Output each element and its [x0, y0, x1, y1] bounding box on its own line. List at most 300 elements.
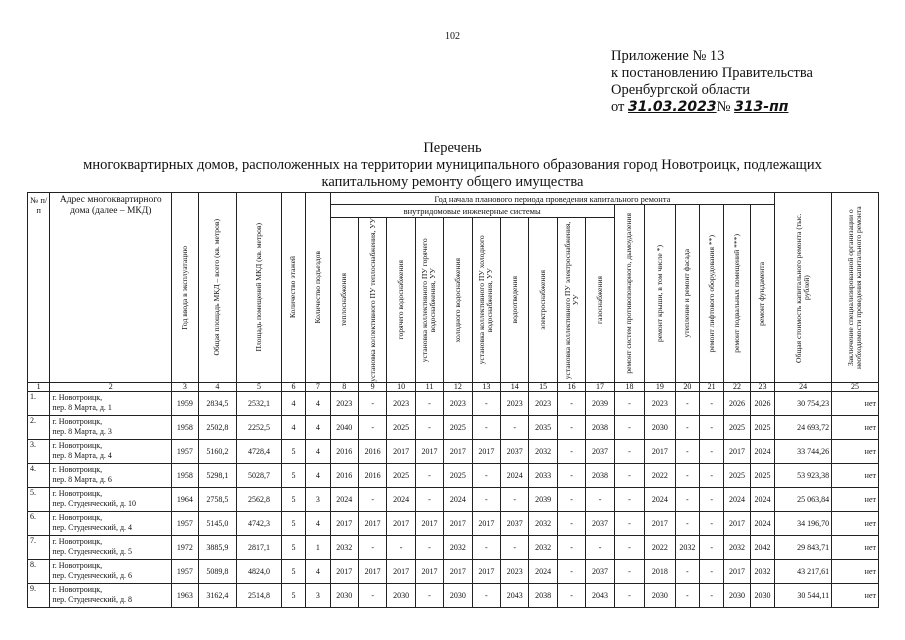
title-line-2: многоквартирных домов, расположенных на территории муниципального образования город Новотроицк, подлежащих: [83, 157, 822, 173]
table-cell: 4: [306, 512, 330, 536]
table-cell: 2024: [750, 440, 774, 464]
table-cell: 2016: [358, 464, 386, 488]
table-cell: -: [614, 440, 644, 464]
header-elevator: ремонт лифтового оборудования **): [700, 205, 724, 383]
column-number: 2: [50, 383, 172, 392]
table-cell: 2024: [501, 464, 529, 488]
table-cell: 4728,4: [237, 440, 282, 464]
table-cell: -: [700, 416, 724, 440]
table-cell: 2032: [750, 560, 774, 584]
table-cell: 2017: [724, 560, 750, 584]
table-cell: 2038: [529, 584, 557, 608]
header-basement: ремонт подвальных помещений ***): [724, 205, 750, 383]
table-cell: 1958: [172, 416, 198, 440]
handwritten-number: 313-пп: [734, 99, 789, 115]
address-city: г. Новотроицк,: [52, 585, 103, 594]
appendix-block: [611, 48, 901, 116]
table-row: [28, 416, 879, 440]
table-cell: -: [557, 512, 585, 536]
table-cell: 1972: [172, 536, 198, 560]
table-cell: -: [358, 584, 386, 608]
table-cell: 2032: [330, 536, 358, 560]
table-cell: 2037: [501, 512, 529, 536]
table-cell: -: [501, 416, 529, 440]
table-cell: 2017: [472, 440, 500, 464]
header-num: № п/п: [28, 193, 50, 383]
table-cell: 3: [306, 488, 330, 512]
table-cell: 2017: [724, 512, 750, 536]
table-cell: 2017: [415, 512, 443, 536]
header-address: Адрес многоквартирного дома (далее – МКД): [50, 193, 172, 383]
table-cell: 2032: [675, 536, 699, 560]
table-cell: 2038: [586, 464, 614, 488]
table-cell: -: [557, 488, 585, 512]
table-cell: 2017: [387, 512, 415, 536]
column-number: 5: [237, 383, 282, 392]
header-floors: Количество этажей: [281, 193, 305, 383]
row-number: 1.: [28, 392, 50, 416]
table-cell: -: [557, 560, 585, 584]
appendix-line-2: к постановлению Правительства: [611, 65, 813, 81]
address-city: г. Новотроицк,: [52, 417, 103, 426]
column-number: 21: [700, 383, 724, 392]
table-cell: 2023: [645, 392, 675, 416]
column-number: 1: [28, 383, 50, 392]
table-cell: 1: [306, 536, 330, 560]
table-cell: 2025: [444, 464, 472, 488]
column-number: 9: [358, 383, 386, 392]
address-city: г. Новотроицк,: [52, 513, 103, 522]
table-cell: нет: [832, 488, 879, 512]
table-cell: 1963: [172, 584, 198, 608]
table-cell: 3162,4: [198, 584, 237, 608]
table-cell: 2017: [415, 440, 443, 464]
table-cell: -: [614, 488, 644, 512]
header-heating: теплоснабжения: [330, 217, 358, 382]
table-cell: 2017: [387, 560, 415, 584]
table-cell: 2017: [444, 440, 472, 464]
table-cell: 2018: [645, 560, 675, 584]
table-cell: 2030: [444, 584, 472, 608]
table-cell: 2037: [586, 512, 614, 536]
address-street: пер. Студенческий, д. 8: [52, 595, 133, 604]
table-cell: 1959: [172, 392, 198, 416]
table-cell: 2024: [645, 488, 675, 512]
table-cell: -: [700, 392, 724, 416]
table-cell: 5028,7: [237, 464, 282, 488]
table-cell: 53 923,38: [775, 464, 832, 488]
table-cell: 1957: [172, 440, 198, 464]
table-cell: 2025: [750, 416, 774, 440]
row-address: [50, 392, 172, 416]
appendix-line-3: Оренбургской области: [611, 82, 751, 98]
table-cell: 2040: [330, 416, 358, 440]
header-electricity-meter: установка коллективного ПУ электроснабжения, УУ: [557, 217, 585, 382]
table-cell: 2514,8: [237, 584, 282, 608]
table-cell: -: [675, 440, 699, 464]
row-number: 8.: [28, 560, 50, 584]
table-cell: 1958: [172, 464, 198, 488]
column-number: 18: [614, 383, 644, 392]
table-cell: нет: [832, 440, 879, 464]
address-street: пер. 8 Марта, д. 1: [52, 403, 112, 412]
table-cell: 2017: [645, 440, 675, 464]
address-street: пер. 8 Марта, д. 3: [52, 427, 112, 436]
table-cell: нет: [832, 416, 879, 440]
table-cell: -: [415, 488, 443, 512]
table-cell: -: [415, 584, 443, 608]
header-sewerage: водоотведения: [501, 217, 529, 382]
column-number: 3: [172, 383, 198, 392]
table-cell: -: [586, 488, 614, 512]
table-cell: 29 843,71: [775, 536, 832, 560]
table-cell: -: [387, 536, 415, 560]
table-cell: 2032: [529, 512, 557, 536]
address-city: г. Новотроицк,: [52, 465, 103, 474]
table-row: [28, 464, 879, 488]
table-cell: -: [472, 584, 500, 608]
table-cell: -: [700, 560, 724, 584]
table-cell: 2017: [330, 560, 358, 584]
table-cell: 2039: [586, 392, 614, 416]
table-cell: 2017: [387, 440, 415, 464]
table-cell: 3: [306, 584, 330, 608]
table-cell: 2022: [645, 464, 675, 488]
table-cell: 5089,8: [198, 560, 237, 584]
column-number: 7: [306, 383, 330, 392]
table-cell: -: [675, 584, 699, 608]
table-cell: 2025: [387, 464, 415, 488]
row-address: [50, 464, 172, 488]
table-cell: 2032: [529, 536, 557, 560]
address-city: г. Новотроицк,: [52, 537, 103, 546]
column-number-row: [28, 383, 879, 392]
table-cell: -: [557, 584, 585, 608]
table-cell: -: [415, 464, 443, 488]
table-cell: 5: [281, 512, 305, 536]
table-cell: 5: [281, 440, 305, 464]
header-electricity: электроснабжения: [529, 217, 557, 382]
table-cell: 2022: [645, 536, 675, 560]
table-row: [28, 440, 879, 464]
table-cell: 2024: [750, 488, 774, 512]
address-street: пер. 8 Марта, д. 6: [52, 475, 112, 484]
header-total-area: Общая площадь МКД – всего (кв. метров): [198, 193, 237, 383]
table-cell: 2039: [529, 488, 557, 512]
table-cell: 2024: [750, 512, 774, 536]
table-cell: 2032: [529, 440, 557, 464]
header-period-group: Год начала планового периода проведения капитального ремонта: [330, 193, 775, 205]
table-cell: 2030: [645, 416, 675, 440]
column-number: 4: [198, 383, 237, 392]
table-cell: 2032: [724, 536, 750, 560]
header-cost: Общая стоимость капитального ремонта (тыс. рублей): [775, 193, 832, 383]
table-cell: -: [614, 536, 644, 560]
column-number: 14: [501, 383, 529, 392]
number-prefix: №: [716, 99, 731, 115]
address-street: пер. Студенческий, д. 6: [52, 571, 133, 580]
table-cell: 2017: [415, 560, 443, 584]
table-cell: -: [614, 392, 644, 416]
table-row: [28, 536, 879, 560]
table-cell: 2038: [586, 416, 614, 440]
table-cell: 5: [281, 584, 305, 608]
table-cell: 2017: [358, 512, 386, 536]
table-cell: 4: [281, 416, 305, 440]
handwritten-date: 31.03.2023: [628, 99, 717, 115]
column-number: 20: [675, 383, 699, 392]
header-gas: газоснабжения: [586, 217, 614, 382]
table-cell: 1957: [172, 512, 198, 536]
column-number: 13: [472, 383, 500, 392]
header-cold-water: холодного водоснабжения: [444, 217, 472, 382]
table-cell: -: [700, 440, 724, 464]
table-cell: 2043: [586, 584, 614, 608]
table-cell: -: [700, 488, 724, 512]
table-cell: 2030: [724, 584, 750, 608]
table-cell: -: [415, 416, 443, 440]
address-street: пер. 8 Марта, д. 4: [52, 451, 112, 460]
table-cell: 30 544,11: [775, 584, 832, 608]
table-cell: 2024: [444, 488, 472, 512]
table-cell: 2023: [444, 392, 472, 416]
table-cell: -: [614, 512, 644, 536]
header-smoke: ремонт систем противопожарного, дымоудаления: [614, 205, 644, 383]
row-number: 9.: [28, 584, 50, 608]
header-year-built: Год ввода в эксплуатацию: [172, 193, 198, 383]
table-cell: 2025: [724, 464, 750, 488]
table-cell: -: [472, 488, 500, 512]
column-number: 19: [645, 383, 675, 392]
appendix-line-1: Приложение № 13: [611, 48, 725, 64]
table-cell: 2023: [529, 392, 557, 416]
table-cell: 2024: [330, 488, 358, 512]
table-cell: 2562,8: [237, 488, 282, 512]
table-cell: -: [700, 536, 724, 560]
column-number: 25: [832, 383, 879, 392]
table-cell: 2042: [750, 536, 774, 560]
table-cell: 2817,1: [237, 536, 282, 560]
column-number: 10: [387, 383, 415, 392]
column-number: 17: [586, 383, 614, 392]
row-number: 3.: [28, 440, 50, 464]
table-cell: 3885,9: [198, 536, 237, 560]
table-cell: -: [675, 488, 699, 512]
row-address: [50, 488, 172, 512]
row-number: 4.: [28, 464, 50, 488]
header-roof: ремонт крыши, в том числе *): [645, 205, 675, 383]
table-cell: -: [675, 560, 699, 584]
table-cell: -: [557, 464, 585, 488]
row-address: [50, 584, 172, 608]
table-cell: 2037: [501, 440, 529, 464]
table-cell: 2017: [472, 560, 500, 584]
table-cell: 4: [306, 440, 330, 464]
header-heat-meter: установка коллективного ПУ теплоснабжения, УУ: [358, 217, 386, 382]
column-number: 23: [750, 383, 774, 392]
address-street: пер. Студенческий, д. 5: [52, 547, 133, 556]
table-cell: 5145,0: [198, 512, 237, 536]
column-number: 11: [415, 383, 443, 392]
column-number: 16: [557, 383, 585, 392]
table-cell: -: [472, 536, 500, 560]
row-address: [50, 416, 172, 440]
table-cell: -: [415, 536, 443, 560]
table-cell: 5: [281, 464, 305, 488]
table-cell: -: [415, 392, 443, 416]
table-cell: 4: [306, 392, 330, 416]
row-number: 7.: [28, 536, 50, 560]
table-cell: -: [358, 488, 386, 512]
table-cell: -: [472, 416, 500, 440]
table-cell: нет: [832, 392, 879, 416]
table-cell: -: [472, 392, 500, 416]
header-foundation: ремонт фундамента: [750, 205, 774, 383]
table-cell: 33 744,26: [775, 440, 832, 464]
table-cell: 4824,0: [237, 560, 282, 584]
table-row: [28, 392, 879, 416]
table-cell: 2030: [330, 584, 358, 608]
table-cell: 2017: [330, 512, 358, 536]
table-cell: -: [675, 392, 699, 416]
table-cell: 34 196,70: [775, 512, 832, 536]
table-row: [28, 584, 879, 608]
column-number: 24: [775, 383, 832, 392]
table-cell: 5160,2: [198, 440, 237, 464]
table-cell: 5298,1: [198, 464, 237, 488]
table-cell: -: [700, 512, 724, 536]
table-cell: 25 063,84: [775, 488, 832, 512]
date-prefix: от: [611, 99, 625, 115]
title-line-1: Перечень: [423, 140, 482, 156]
table-cell: -: [557, 416, 585, 440]
table-cell: -: [358, 416, 386, 440]
table-cell: -: [614, 584, 644, 608]
row-address: [50, 536, 172, 560]
table-cell: 2024: [724, 488, 750, 512]
table-cell: 2037: [586, 440, 614, 464]
table-row: [28, 512, 879, 536]
table-row: [28, 560, 879, 584]
table-cell: 2017: [645, 512, 675, 536]
column-number: 22: [724, 383, 750, 392]
column-number: 8: [330, 383, 358, 392]
table-cell: 5: [281, 488, 305, 512]
document-title: [0, 140, 905, 191]
table-cell: нет: [832, 536, 879, 560]
table-cell: 4: [281, 392, 305, 416]
column-number: 15: [529, 383, 557, 392]
table-cell: 2017: [444, 560, 472, 584]
header-premises-area: Площадь помещений МКД (кв. метров): [237, 193, 282, 383]
table-cell: 2017: [358, 560, 386, 584]
table-cell: -: [358, 392, 386, 416]
table-cell: 24 693,72: [775, 416, 832, 440]
row-address: [50, 560, 172, 584]
address-street: пер. Студенческий, д. 10: [52, 499, 137, 508]
appendix-date-line: [611, 99, 901, 116]
column-number: 12: [444, 383, 472, 392]
table-cell: 30 754,23: [775, 392, 832, 416]
header-cold-water-meter: установка коллективного ПУ холодного водоснабжения, УУ: [472, 217, 500, 382]
header-entrances: Количество подъездов: [306, 193, 330, 383]
table-cell: нет: [832, 584, 879, 608]
table-cell: 2032: [444, 536, 472, 560]
table-cell: 2023: [501, 392, 529, 416]
table-cell: -: [557, 440, 585, 464]
table-cell: -: [675, 416, 699, 440]
column-number: 6: [281, 383, 305, 392]
table-cell: -: [501, 488, 529, 512]
table-cell: 2035: [529, 416, 557, 440]
table-cell: 2017: [724, 440, 750, 464]
table-cell: 2252,5: [237, 416, 282, 440]
table-cell: 2030: [750, 584, 774, 608]
table-cell: 2017: [472, 512, 500, 536]
table-cell: 2017: [444, 512, 472, 536]
table-cell: 2016: [330, 440, 358, 464]
table-cell: -: [557, 392, 585, 416]
table-cell: 2023: [330, 392, 358, 416]
table-cell: нет: [832, 464, 879, 488]
table-cell: 2502,8: [198, 416, 237, 440]
table-cell: -: [472, 464, 500, 488]
table-cell: 5: [281, 560, 305, 584]
row-address: [50, 512, 172, 536]
address-city: г. Новотроицк,: [52, 441, 103, 450]
table-cell: -: [614, 416, 644, 440]
header-facade: утепление и ремонт фасада: [675, 205, 699, 383]
table-cell: 2037: [586, 560, 614, 584]
row-number: 5.: [28, 488, 50, 512]
table-cell: 2026: [724, 392, 750, 416]
table-cell: 5: [281, 536, 305, 560]
table-cell: нет: [832, 512, 879, 536]
table-row: [28, 488, 879, 512]
table-cell: -: [586, 536, 614, 560]
buildings-table: [27, 192, 879, 608]
table-cell: 2025: [444, 416, 472, 440]
page-number: 102: [445, 31, 460, 42]
table-cell: 1957: [172, 560, 198, 584]
table-cell: 2030: [645, 584, 675, 608]
table-cell: 4742,3: [237, 512, 282, 536]
table-cell: 2024: [387, 488, 415, 512]
table-cell: -: [614, 560, 644, 584]
row-number: 2.: [28, 416, 50, 440]
table-cell: 2758,5: [198, 488, 237, 512]
table-cell: -: [700, 464, 724, 488]
table-cell: -: [675, 464, 699, 488]
table-cell: 2025: [750, 464, 774, 488]
table-cell: -: [557, 536, 585, 560]
header-engineering-group: внутридомовые инженерные системы: [330, 205, 614, 218]
row-address: [50, 440, 172, 464]
table-cell: 2024: [529, 560, 557, 584]
table-cell: 4: [306, 560, 330, 584]
table-cell: 2033: [529, 464, 557, 488]
table-cell: -: [614, 464, 644, 488]
table-cell: нет: [832, 560, 879, 584]
table-cell: -: [501, 536, 529, 560]
table-cell: -: [358, 536, 386, 560]
table-cell: 4: [306, 464, 330, 488]
header-hot-water-meter: установка коллективного ПУ горячего водоснабжения, УУ: [415, 217, 443, 382]
table-cell: 2023: [387, 392, 415, 416]
table-cell: 2834,5: [198, 392, 237, 416]
table-cell: 2016: [330, 464, 358, 488]
address-city: г. Новотроицк,: [52, 393, 103, 402]
